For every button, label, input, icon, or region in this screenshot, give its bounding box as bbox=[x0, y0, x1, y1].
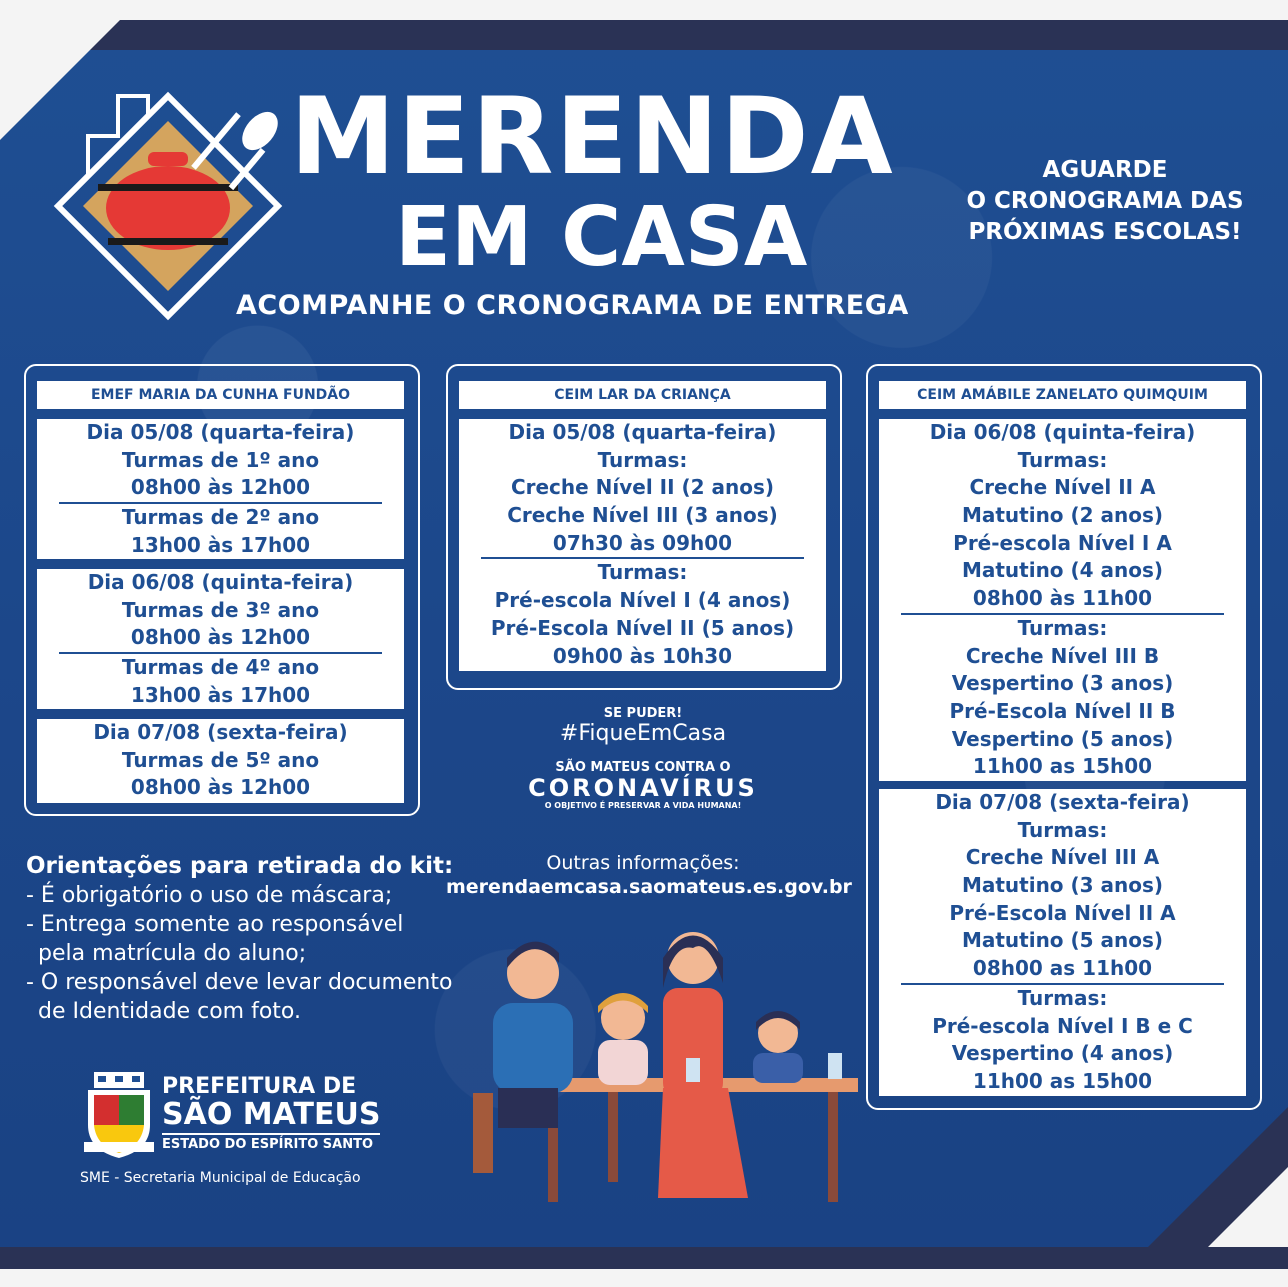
title-line1: MERENDA bbox=[290, 75, 895, 198]
objetivo-text: O OBJETIVO É PRESERVAR A VIDA HUMANA! bbox=[544, 801, 742, 810]
schedule-line: Turmas de 3º ano bbox=[121, 597, 320, 622]
schedule-line: Dia 05/08 (quarta-feira) bbox=[508, 420, 777, 444]
schedule-line: 08h00 às 12h00 bbox=[130, 625, 311, 650]
await-line: O CRONOGRAMA DAS bbox=[966, 188, 1244, 214]
schedule-line: Creche Nível II (2 anos) bbox=[510, 475, 775, 500]
coronavirus-text: CORONAVÍRUS bbox=[528, 774, 758, 802]
schedule-line: Dia 07/08 (sexta-feira) bbox=[935, 790, 1190, 814]
schedule-card bbox=[879, 419, 1246, 781]
contact-label: Outras informações: bbox=[546, 852, 740, 874]
schedule-card bbox=[879, 789, 1246, 1096]
schedule-line: Matutino (4 anos) bbox=[961, 558, 1164, 583]
top-border bbox=[0, 0, 1288, 20]
schedule-line: Pré-escola Nível I A bbox=[953, 530, 1172, 555]
await-line: PRÓXIMAS ESCOLAS! bbox=[968, 219, 1242, 245]
schedule-line: Matutino (2 anos) bbox=[961, 503, 1164, 528]
schedule-card bbox=[459, 419, 826, 671]
schedule-line: Dia 07/08 (sexta-feira) bbox=[93, 720, 348, 744]
await-line: AGUARDE bbox=[1042, 157, 1168, 183]
schedule-card bbox=[37, 719, 404, 803]
schedule-line: Turmas de 5º ano bbox=[121, 747, 320, 772]
await-notice bbox=[940, 155, 1270, 248]
schedule-line: Turmas: bbox=[1017, 817, 1108, 842]
schedule-line: Pré-escola Nível I (4 anos) bbox=[494, 588, 791, 613]
schedule-line: Pré-Escola Nível II (5 anos) bbox=[490, 615, 795, 640]
orientation-item-cont: de Identidade com foto. bbox=[38, 999, 301, 1024]
schedule-line: Vespertino (4 anos) bbox=[951, 1041, 1174, 1066]
prefeitura-line1: PREFEITURA DE bbox=[162, 1074, 357, 1099]
sme-label: SME - Secretaria Municipal de Educação bbox=[80, 1170, 361, 1186]
schedule-line: 08h00 às 11h00 bbox=[972, 586, 1153, 611]
schedule-line: Pré-Escola Nível II A bbox=[949, 900, 1176, 925]
campaign-block bbox=[458, 706, 828, 810]
merenda-logo-icon bbox=[48, 66, 288, 326]
schedule-line: 08h00 às 12h00 bbox=[130, 775, 311, 800]
school-name: EMEF MARIA DA CUNHA FUNDÃO bbox=[37, 381, 404, 409]
schedule-line: Vespertino (5 anos) bbox=[951, 726, 1174, 751]
schedule-line: Creche Nível III B bbox=[965, 643, 1160, 668]
schedule-line: Turmas: bbox=[597, 560, 688, 585]
family-illustration-icon bbox=[458, 918, 858, 1218]
schedule-line: 08h00 às 12h00 bbox=[130, 475, 311, 500]
schedule-line: Creche Nível II A bbox=[969, 475, 1156, 500]
municipal-crest-icon bbox=[80, 1070, 158, 1162]
schedule-card bbox=[37, 419, 404, 559]
schedule-line: Turmas: bbox=[1017, 615, 1108, 640]
contact-site-link[interactable]: merendaemcasa.saomateus.es.gov.br bbox=[446, 876, 852, 898]
bottom-border bbox=[0, 1269, 1288, 1287]
orientations bbox=[26, 852, 453, 1026]
prefeitura-line3: ESTADO DO ESPÍRITO SANTO bbox=[162, 1133, 380, 1152]
schedule-line: Turmas de 1º ano bbox=[121, 447, 320, 472]
schedule-line: Turmas de 4º ano bbox=[121, 655, 320, 680]
orientation-item-cont: pela matrícula do aluno; bbox=[38, 941, 307, 966]
schedule-line: 08h00 as 11h00 bbox=[972, 956, 1153, 981]
top-stripe bbox=[0, 20, 1288, 50]
schedule-line: Dia 06/08 (quinta-feira) bbox=[929, 420, 1196, 444]
schedule-line: Turmas: bbox=[1017, 447, 1108, 472]
school-name: CEIM LAR DA CRIANÇA bbox=[459, 381, 826, 409]
schedule-line: Dia 05/08 (quarta-feira) bbox=[86, 420, 355, 444]
schedule-line: Pré-Escola Nível II B bbox=[949, 698, 1176, 723]
contra-text: SÃO MATEUS CONTRA O bbox=[555, 760, 731, 775]
subtitle: ACOMPANHE O CRONOGRAMA DE ENTREGA bbox=[236, 290, 909, 321]
school-name: CEIM AMÁBILE ZANELATO QUIMQUIM bbox=[879, 381, 1246, 409]
orientation-item: - O responsável deve levar documento bbox=[26, 970, 453, 995]
schedule-line: 11h00 as 15h00 bbox=[972, 754, 1153, 779]
orientations-title: Orientações para retirada do kit: bbox=[26, 853, 454, 879]
schedule-line: Matutino (5 anos) bbox=[961, 928, 1164, 953]
schedule-line: Turmas: bbox=[597, 447, 688, 472]
schedule-line: 13h00 às 17h00 bbox=[130, 532, 311, 557]
schedule-line: Creche Nível III A bbox=[965, 845, 1160, 870]
schedule-line: Vespertino (3 anos) bbox=[951, 671, 1174, 696]
schedule-line: Dia 06/08 (quinta-feira) bbox=[87, 570, 354, 594]
prefeitura-block bbox=[162, 1074, 380, 1152]
bottom-stripe bbox=[0, 1247, 1288, 1269]
hashtag-text: #FiqueEmCasa bbox=[559, 721, 727, 746]
schedule-line: 11h00 as 15h00 bbox=[972, 1068, 1153, 1093]
schedule-line: 07h30 às 09h00 bbox=[552, 530, 733, 555]
orientation-item: - É obrigatório o uso de máscara; bbox=[26, 883, 393, 908]
schedule-line: Creche Nível III (3 anos) bbox=[507, 503, 778, 528]
title-line2: EM CASA bbox=[395, 190, 808, 285]
se-puder-text: SE PUDER! bbox=[603, 706, 683, 721]
schedule-line: 13h00 às 17h00 bbox=[130, 682, 311, 707]
schedule-card bbox=[37, 569, 404, 709]
schedule-line: 09h00 às 10h30 bbox=[552, 643, 733, 668]
schedule-line: Turmas: bbox=[1017, 985, 1108, 1010]
schedule-line: Matutino (3 anos) bbox=[961, 873, 1164, 898]
schedule-line: Turmas de 2º ano bbox=[121, 505, 320, 530]
orientation-item: - Entrega somente ao responsável bbox=[26, 912, 404, 937]
schedule-line: Pré-escola Nível I B e C bbox=[932, 1013, 1193, 1038]
prefeitura-line2: SÃO MATEUS bbox=[162, 1097, 381, 1132]
